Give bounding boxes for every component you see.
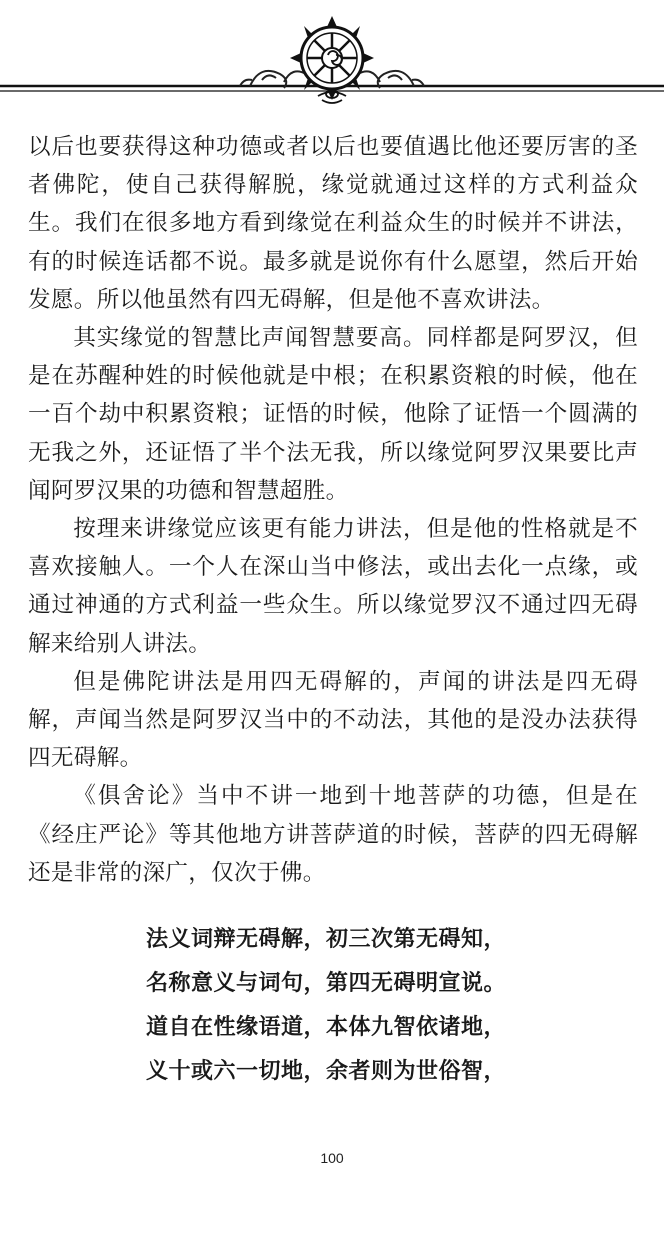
verse-line: 道自在性缘语道，本体九智依诸地，	[146, 1015, 507, 1040]
verse-line: 义十或六一切地，余者则为世俗智，	[146, 1059, 507, 1084]
paragraph: 但是佛陀讲法是用四无碍解的，声闻的讲法是四无碍解，声闻当然是阿罗汉当中的不动法，其他的是没办法获得四无碍解。	[28, 668, 638, 772]
dharma-wheel-icon	[0, 0, 664, 112]
paragraph: 《俱舍论》当中不讲一地到十地菩萨的功德，但是在《经庄严论》等其他地方讲菩萨道的时候，菩萨的四无碍解还是非常的深广，仅次于佛。	[28, 783, 638, 886]
paragraph: 其实缘觉的智慧比声闻智慧要高。同样都是阿罗汉，但是在苏醒种姓的时候他就是中根；在积累资粮的时候，他在一百个劫中积累资粮；证悟的时候，他除了证悟一个圆满的无我之外，还证悟了半个法无我，所以缘觉阿罗汉果要比声闻阿罗汉果的功德和智慧超胜。	[28, 325, 638, 504]
paragraph: 按理来讲缘觉应该更有能力讲法，但是他的性格就是不喜欢接触人。一个人在深山当中修法，或出去化一点缘，或通过神通的方式利益一些众生。所以缘觉罗汉不通过四无碍解来给别人讲法。	[28, 516, 638, 657]
body-text	[28, 128, 638, 892]
page-number: 100	[320, 1150, 344, 1166]
verse-line: 法义词辩无碍解，初三次第无碍知，	[146, 927, 507, 952]
page-header-ornament	[0, 0, 664, 112]
paragraph: 以后也要获得这种功德或者以后也要值遇比他还要厉害的圣者佛陀，使自己获得解脱，缘觉就通过这样的方式利益众生。我们在很多地方看到缘觉在利益众生的时候并不讲法，有的时候连话都不说。最多就是说你有什么愿望，然后开始发愿。所以他虽然有四无碍解，但是他不喜欢讲法。	[28, 134, 638, 313]
verse-line: 名称意义与词句，第四无碍明宣说。	[146, 971, 507, 996]
verse-block	[146, 918, 626, 1094]
